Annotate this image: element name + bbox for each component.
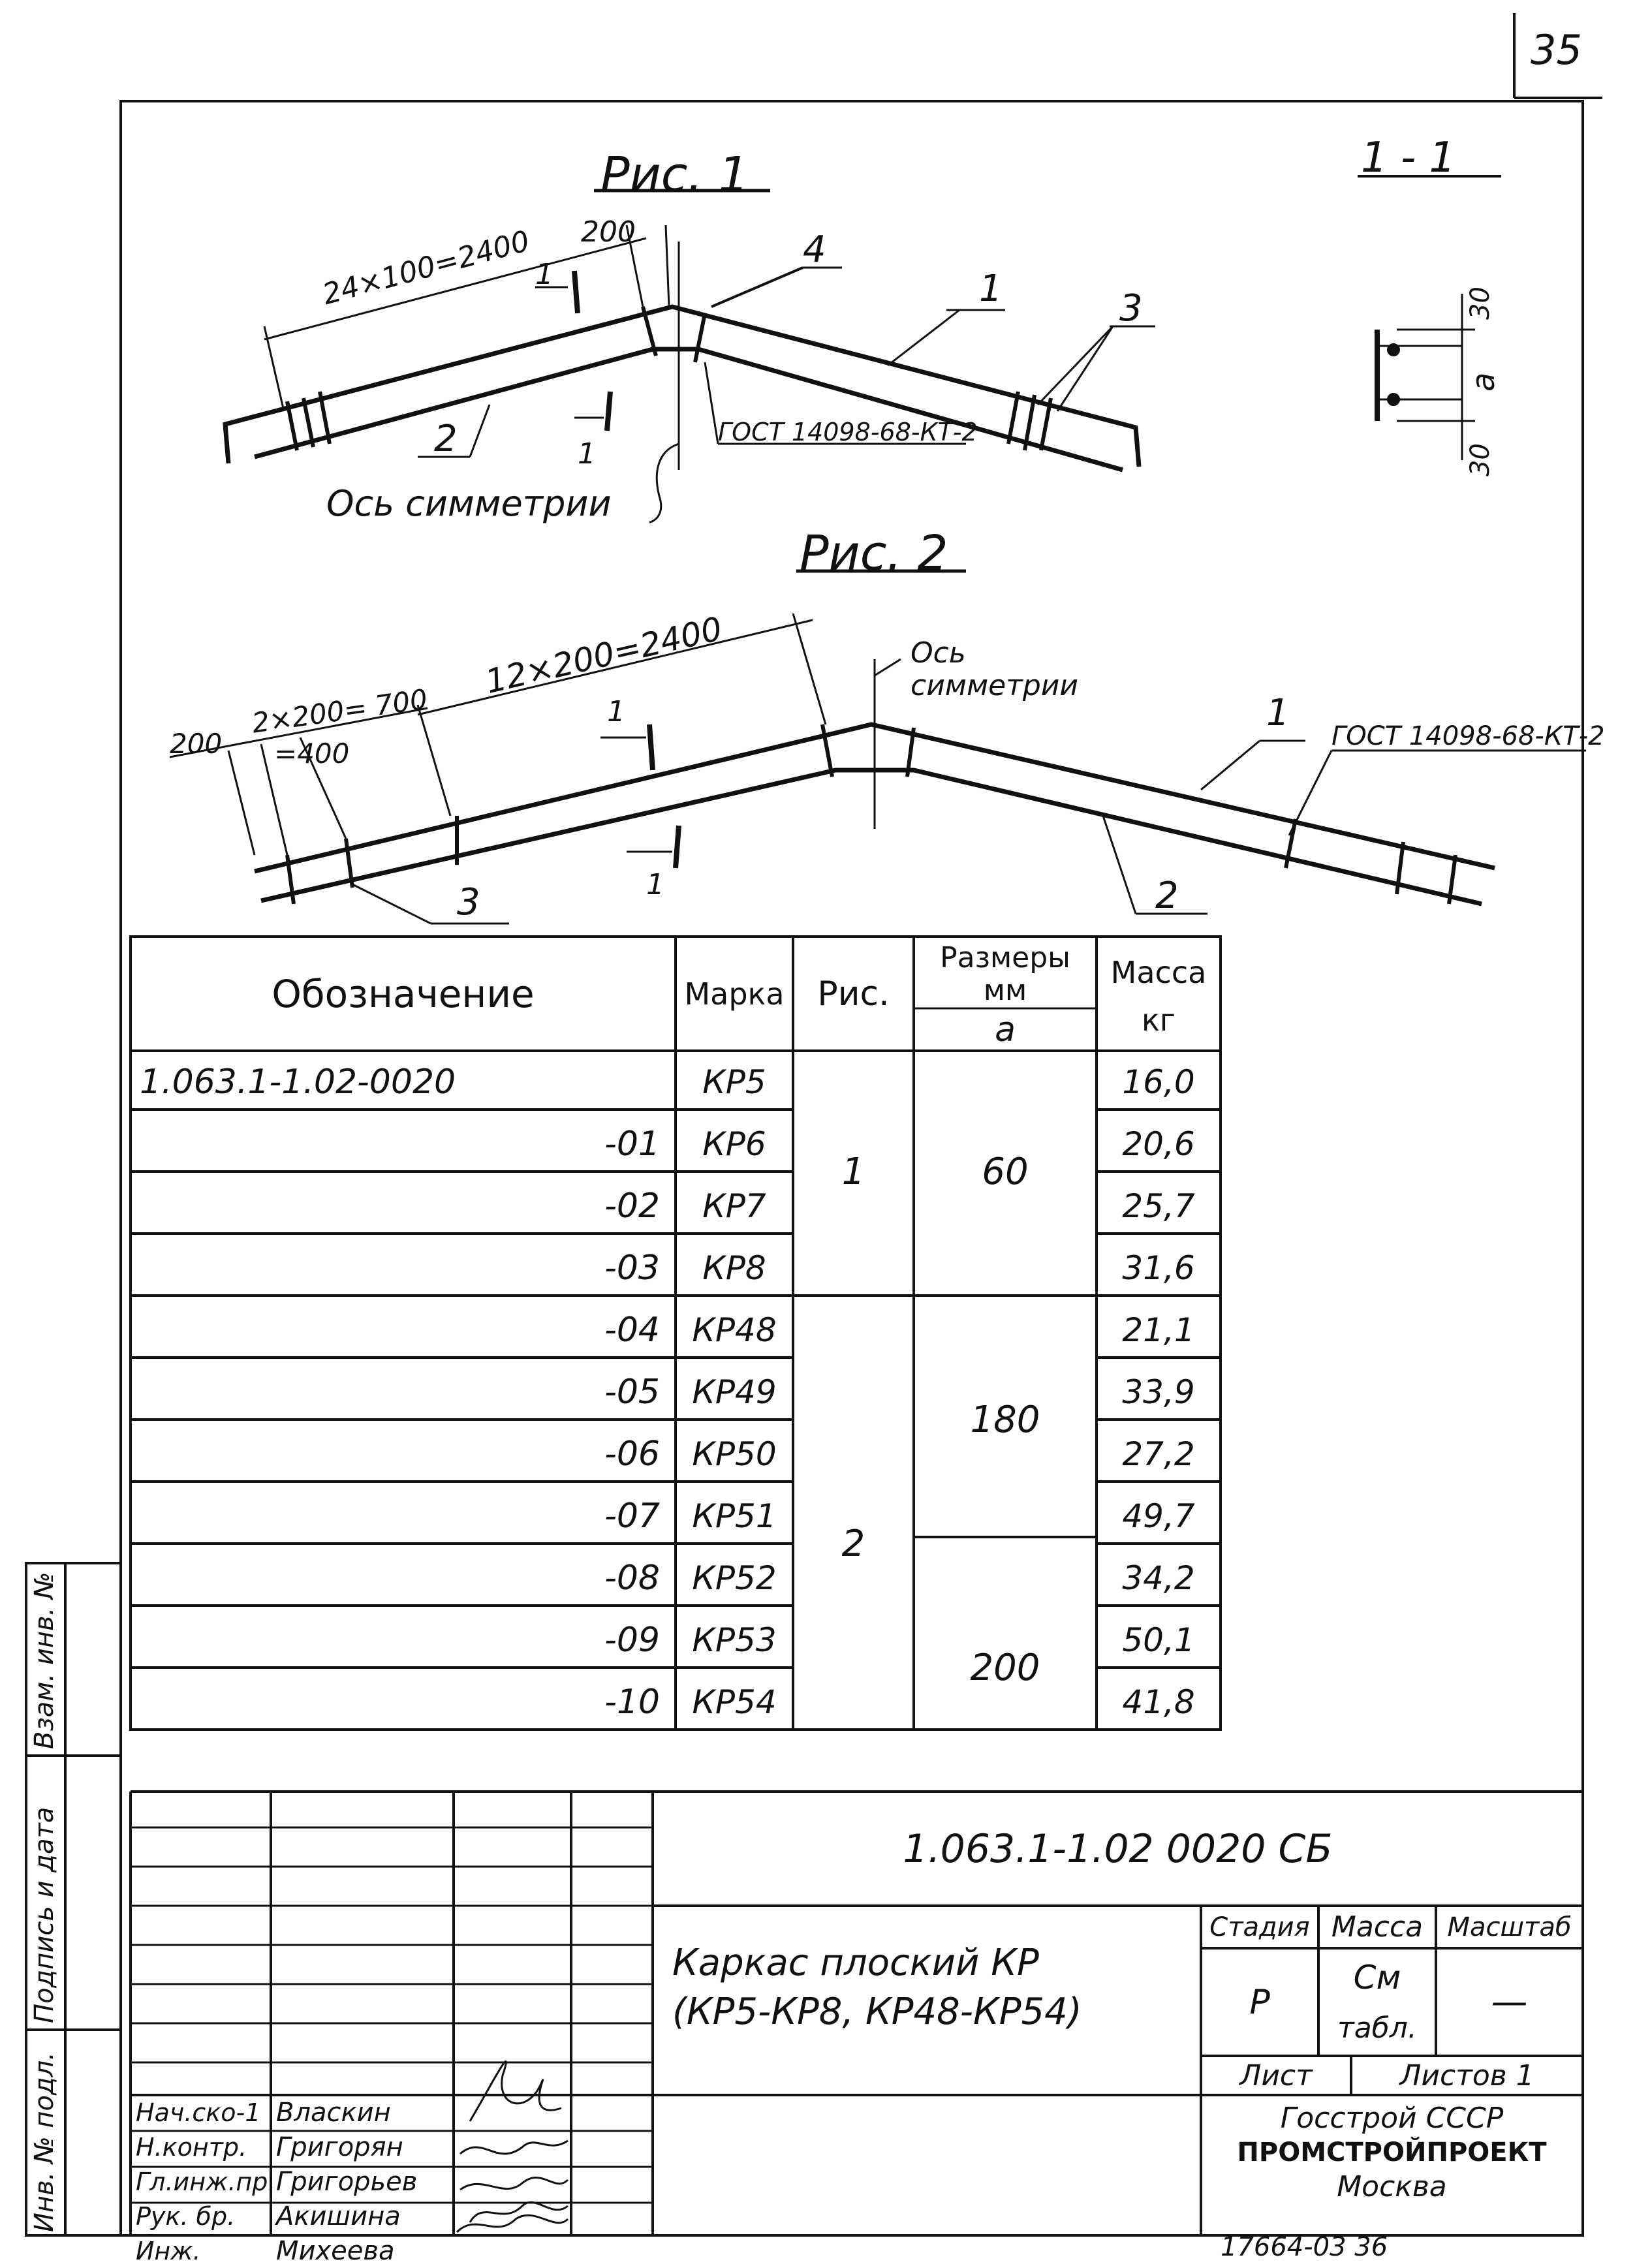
org-line3: Москва	[1337, 2169, 1447, 2203]
header-dims-line1: Размеры	[940, 941, 1070, 974]
row-mass: 49,7	[1122, 1497, 1195, 1535]
row-mark: КР49	[692, 1373, 777, 1411]
row-mark: КР53	[692, 1621, 777, 1659]
header-designation: Обозначение	[272, 971, 535, 1016]
fig-group-1: 1	[841, 1150, 865, 1193]
dim-group-200: 200	[970, 1646, 1040, 1689]
figure2-dim-2x200: 2×200= 700	[249, 683, 429, 739]
approval-name: Михеева	[276, 2235, 395, 2266]
section-dim-top: 30	[1465, 287, 1495, 320]
figure1-gost: ГОСТ 14098-68-КТ-2	[718, 418, 978, 446]
figure2-pos3: 3	[457, 881, 480, 924]
figure1-title: Рис. 1	[600, 147, 749, 203]
sheet-number: 35	[1531, 26, 1582, 74]
doc-name-line2: (КР5-КР8, КР48-КР54)	[672, 1991, 1082, 2033]
approval-name: Акишина	[276, 2201, 401, 2231]
header-fig: Рис.	[817, 974, 890, 1014]
figure2-dim-main: 12×200=2400	[482, 610, 726, 701]
header-dims-sub: a	[995, 1010, 1016, 1049]
figure1-dim-main: 24×100=2400	[319, 224, 533, 312]
figure1-section-mark-upper: 1	[535, 258, 553, 291]
mass-value-line1: См	[1353, 1959, 1401, 1996]
row-mass: 27,2	[1122, 1435, 1195, 1473]
side-podpis-data: Подпись и дата	[29, 1807, 59, 2023]
approval-name: Власкин	[276, 2097, 391, 2128]
dim-group-60: 60	[982, 1150, 1029, 1193]
row-designation: -04	[604, 1310, 660, 1350]
figure2-pos2: 2	[1155, 875, 1179, 917]
row-designation: -09	[604, 1620, 660, 1660]
row-designation: 1.063.1-1.02-0020	[140, 1062, 456, 1102]
figure2-axis-line1: Ось	[911, 636, 966, 670]
figure2-title: Рис. 2	[800, 525, 948, 582]
section-title: 1 - 1	[1361, 134, 1456, 182]
sheets-label: Листов 1	[1399, 2058, 1534, 2092]
row-mass: 41,8	[1122, 1683, 1195, 1721]
row-designation: -01	[604, 1124, 660, 1164]
dim-group-180: 180	[970, 1398, 1040, 1441]
approval-name: Григорьев	[276, 2166, 418, 2197]
header-dims-line2: мм	[983, 974, 1027, 1007]
footer-note: 17664-03 36	[1221, 2232, 1388, 2262]
section-dim-mid: a	[1465, 372, 1502, 392]
figure1-pos2: 2	[434, 418, 458, 460]
org-line1: Госстрой СССР	[1280, 2101, 1504, 2135]
scale-value: —	[1491, 1981, 1528, 2023]
row-mass: 50,1	[1122, 1621, 1195, 1659]
figure1-pos3: 3	[1119, 287, 1143, 330]
row-mark: КР48	[692, 1311, 777, 1349]
doc-code: 1.063.1-1.02 0020 СБ	[903, 1825, 1333, 1872]
figure2-section-mark-lower: 1	[646, 868, 664, 901]
row-mass: 33,9	[1122, 1373, 1195, 1411]
sheet-label: Лист	[1239, 2058, 1313, 2092]
row-mark: КР54	[692, 1683, 777, 1721]
row-mark: КР8	[702, 1249, 766, 1287]
row-designation: -08	[604, 1558, 660, 1598]
section-dim-bot: 30	[1465, 443, 1495, 476]
approval-role: Гл.инж.пр.	[136, 2167, 276, 2196]
approval-role: Рук. бр.	[136, 2201, 236, 2231]
figure1-axis-label: Ось симметрии	[326, 483, 612, 524]
row-mass: 34,2	[1122, 1559, 1195, 1597]
doc-name-line1: Каркас плоский КР	[672, 1942, 1039, 1984]
mass-value-line2: табл.	[1337, 2012, 1417, 2045]
row-designation: -05	[604, 1372, 660, 1412]
header-mass-line2: кг	[1142, 1002, 1176, 1038]
figure1-section-mark-lower: 1	[578, 437, 596, 471]
row-mark: КР51	[692, 1497, 777, 1535]
figure2-dim-400: =400	[274, 738, 350, 769]
row-mark: КР6	[702, 1125, 766, 1163]
row-mass: 20,6	[1122, 1125, 1195, 1163]
figure2-pos1: 1	[1266, 692, 1290, 734]
header-mark: Марка	[684, 976, 785, 1012]
scale-label: Масштаб	[1447, 1912, 1572, 1942]
row-designation: -02	[604, 1186, 660, 1226]
row-mark: КР5	[702, 1063, 766, 1101]
figure1-pos1: 1	[979, 268, 1003, 310]
row-designation: -03	[604, 1248, 660, 1288]
signatures	[457, 2062, 568, 2232]
figure1-pos4: 4	[803, 228, 826, 271]
figure2-gost: ГОСТ 14098-68-КТ-2	[1331, 721, 1605, 751]
approval-name: Григорян	[276, 2132, 403, 2162]
row-mark: КР50	[692, 1435, 777, 1473]
row-designation: -07	[604, 1496, 660, 1536]
approval-role: Инж.	[136, 2236, 201, 2265]
org-line2: ПРОМСТРОЙПРОЕКТ	[1237, 2137, 1547, 2167]
row-mass: 31,6	[1122, 1249, 1195, 1287]
row-mass: 21,1	[1122, 1311, 1195, 1349]
mass-label: Масса	[1331, 1910, 1424, 1944]
row-mark: КР52	[692, 1559, 777, 1597]
row-mass: 25,7	[1122, 1187, 1195, 1225]
figure1-dim-top: 200	[581, 215, 636, 249]
stage-value: Р	[1249, 1982, 1270, 2022]
row-designation: -10	[604, 1682, 660, 1722]
approval-role: Нач.ско-1	[136, 2098, 261, 2127]
figure2-dim-200: 200	[170, 728, 223, 760]
side-vzam-inv: Взам. инв. №	[29, 1572, 59, 1749]
approval-role: Н.контр.	[136, 2132, 247, 2162]
side-inv-podl: Инв. № подл.	[29, 2052, 59, 2232]
row-mark: КР7	[702, 1187, 766, 1225]
fig-group-2: 2	[841, 1522, 865, 1565]
stage-label: Стадия	[1209, 1912, 1310, 1942]
figure2-axis-line2: симметрии	[911, 669, 1078, 702]
header-mass-line1: Масса	[1110, 955, 1207, 990]
row-mass: 16,0	[1122, 1063, 1195, 1101]
figure2-section-mark-upper: 1	[607, 695, 625, 728]
row-designation: -06	[604, 1434, 660, 1474]
